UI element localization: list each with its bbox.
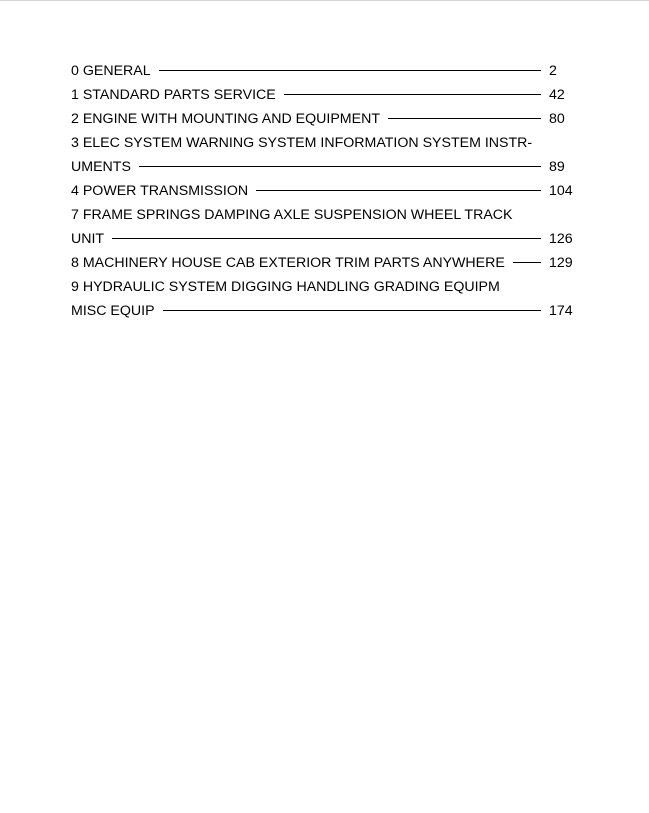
toc-entry-machinery-house[interactable]: [71, 251, 573, 275]
toc-page-number: 89: [549, 159, 565, 175]
table-of-contents: [71, 59, 573, 323]
toc-leader-line: [112, 238, 541, 239]
toc-page-number: 80: [549, 111, 565, 127]
toc-entry-general[interactable]: [71, 59, 573, 83]
toc-entry-title-continued: UNIT: [71, 231, 105, 247]
toc-page-number: 129: [549, 255, 573, 271]
toc-entry-engine[interactable]: [71, 107, 573, 131]
toc-entry-title: 7 FRAME SPRINGS DAMPING AXLE SUSPENSION WHEEL TRACK: [71, 207, 513, 223]
toc-entry-title: 0 GENERAL: [71, 63, 151, 79]
toc-entry-elec-system-line-2[interactable]: [71, 155, 573, 179]
toc-leader-line: [163, 310, 541, 311]
toc-leader-line: [139, 166, 541, 167]
toc-entry-hydraulic-system-line-2[interactable]: [71, 299, 573, 323]
toc-page-number: 126: [549, 231, 573, 247]
toc-entry-title-continued: MISC EQUIP: [71, 303, 155, 319]
toc-entry-title: 3 ELEC SYSTEM WARNING SYSTEM INFORMATION SYSTEM INSTR-: [71, 135, 533, 151]
toc-entry-title: 9 HYDRAULIC SYSTEM DIGGING HANDLING GRADING EQUIPM: [71, 279, 500, 295]
toc-entry-standard-parts-service[interactable]: [71, 83, 573, 107]
toc-leader-line: [388, 118, 541, 119]
toc-entry-title: 4 POWER TRANSMISSION: [71, 183, 249, 199]
toc-page-number: 104: [549, 183, 573, 199]
toc-page-number: 2: [549, 63, 557, 79]
toc-leader-line: [513, 262, 541, 263]
toc-page-number: 174: [549, 303, 573, 319]
toc-entry-title: 8 MACHINERY HOUSE CAB EXTERIOR TRIM PARTS ANYWHERE: [71, 255, 505, 271]
toc-leader-line: [159, 70, 541, 71]
toc-leader-line: [256, 190, 541, 191]
toc-leader-line: [284, 94, 541, 95]
toc-entry-hydraulic-system-line-1[interactable]: [71, 275, 573, 299]
toc-entry-title: 2 ENGINE WITH MOUNTING AND EQUIPMENT: [71, 111, 380, 127]
toc-entry-title: 1 STANDARD PARTS SERVICE: [71, 87, 276, 103]
toc-entry-frame-springs-line-1[interactable]: [71, 203, 573, 227]
toc-entry-frame-springs-line-2[interactable]: [71, 227, 573, 251]
toc-entry-power-transmission[interactable]: [71, 179, 573, 203]
toc-entry-elec-system-line-1[interactable]: [71, 131, 573, 155]
toc-entry-title-continued: UMENTS: [71, 159, 131, 175]
toc-page-number: 42: [549, 87, 565, 103]
